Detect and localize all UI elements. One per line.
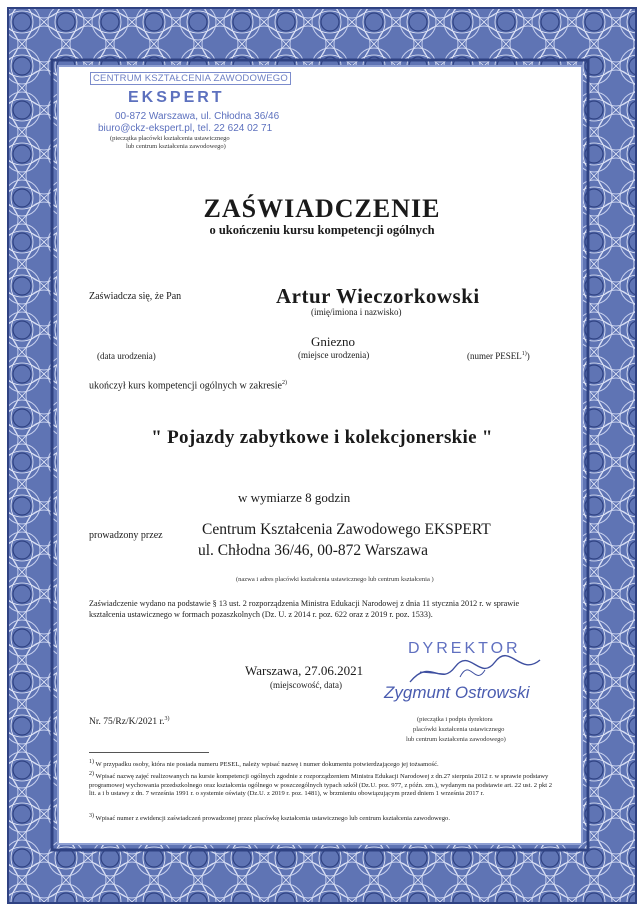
document-subtitle: o ukończeniu kursu kompetencji ogólnych <box>209 223 435 237</box>
certificate-number: Nr. 75/Rz/K/2021 r.$^{3)}$ <box>89 716 170 728</box>
birth-date-caption: (data urodzenia) <box>97 351 156 361</box>
course-duration: w wymiarze 8 godzin <box>238 490 351 505</box>
org-name-stamp: CENTRUM KSZTAŁCENIA ZAWODOWEGO <box>90 72 291 85</box>
director-stamp: DYREKTOR <box>408 640 521 657</box>
footnote-divider <box>89 752 209 753</box>
director-name: Zygmunt Ostrowski <box>384 683 530 702</box>
name-caption: (imię/imiona i nazwisko) <box>311 307 402 317</box>
institution-caption: (nazwa i adres placówki kształcenia ustawicznego lub centrum kształcenia ) <box>236 576 434 583</box>
footnote-3: $^{3)}$ Wpisać numer z ewidencji zaświadczeń prowadzonej przez placówkę kształcenia ustawicznego lub centrum kształcenia zawodowego. <box>89 813 450 823</box>
stamp-address: 00-872 Warszawa, ul. Chłodna 36/46 <box>115 111 280 122</box>
document-title: ZAŚWIADCZENIE <box>203 194 441 223</box>
footnote-1: $^{1)}$ W przypadku osoby, która nie posiada numeru PESEL, należy wpisać nazwę i numer dokumentu potwierdzającego jej tożsamość. <box>89 759 439 769</box>
pesel-caption: (numer PESEL$^{1)}$) <box>467 351 530 361</box>
signature-caption-line2: placówki kształcenia ustawicznego <box>413 726 505 733</box>
intro-label: Zaświadcza się, że Pan <box>89 291 182 302</box>
birth-place-caption: (miejsce urodzenia) <box>298 350 370 360</box>
signature-caption-line1: (pieczątka i podpis dyrektora <box>417 716 493 723</box>
signature-caption-line3: lub centrum kształcenia zawodowego) <box>406 736 506 743</box>
stamp-caption-line2: lub centrum kształcenia zawodowego) <box>126 143 226 150</box>
issue-place-date-caption: (miejscowość, data) <box>270 680 342 690</box>
legal-basis: Zaświadczenie wydano na podstawie § 13 ust. 2 rozporządzenia Ministra Edukacji Narodowej z dnia 11 stycznia 2012 r. w sprawie kształcenia ustawicznego w formach pozaszkolnych (Dz. U. z 2014 r. poz. 622 oraz z 2019 r. poz. 1533). <box>89 599 520 619</box>
institution-label: prowadzony przez <box>89 530 163 541</box>
course-name: " Pojazdy zabytkowe i kolekcjonerskie " <box>151 427 493 448</box>
stamp-contact: biuro@ckz-ekspert.pl, tel. 22 624 02 71 <box>98 123 273 134</box>
issue-place-date: Warszawa, 27.06.2021 <box>245 663 364 678</box>
institution-line2: ul. Chłodna 36/46, 00-872 Warszawa <box>198 542 429 559</box>
birth-place: Gniezno <box>311 334 356 349</box>
stamp-caption-line1: (pieczątka placówki kształcenia ustawicznego <box>110 135 230 142</box>
course-intro: ukończył kurs kompetencji ogólnych w zakresie$^{2)}$ <box>89 380 287 392</box>
institution-line1: Centrum Kształcenia Zawodowego EKSPERT <box>202 521 491 538</box>
brand-stamp: EKSPERT <box>128 89 225 106</box>
footnote-2: $^{2)}$ Wpisać nazwę zajęć realizowanych na kursie kompetencji ogólnych zgodnie z rozporządzeniem Ministra Edukacji Narodowej z dn.27 sierpnia 2012 r. w sprawie podstawy programowej wychowania przedszkolnego oraz kształcenia ogólnego w poszczególnych typach szkół (Dz.U. poz. 977, z późn. zm.), wydanym na podstawie art. 22 ust. 2 pkt 2 lit. a i b ustawy z dn. 7 września 1991 r. o systemie oświaty (Dz.U. z 2019 r. poz. 1481), w brzmieniu obowiązującym przed dniem 1 września 2017 r. <box>89 771 553 798</box>
person-name: Artur Wieczorkowski <box>276 284 480 308</box>
